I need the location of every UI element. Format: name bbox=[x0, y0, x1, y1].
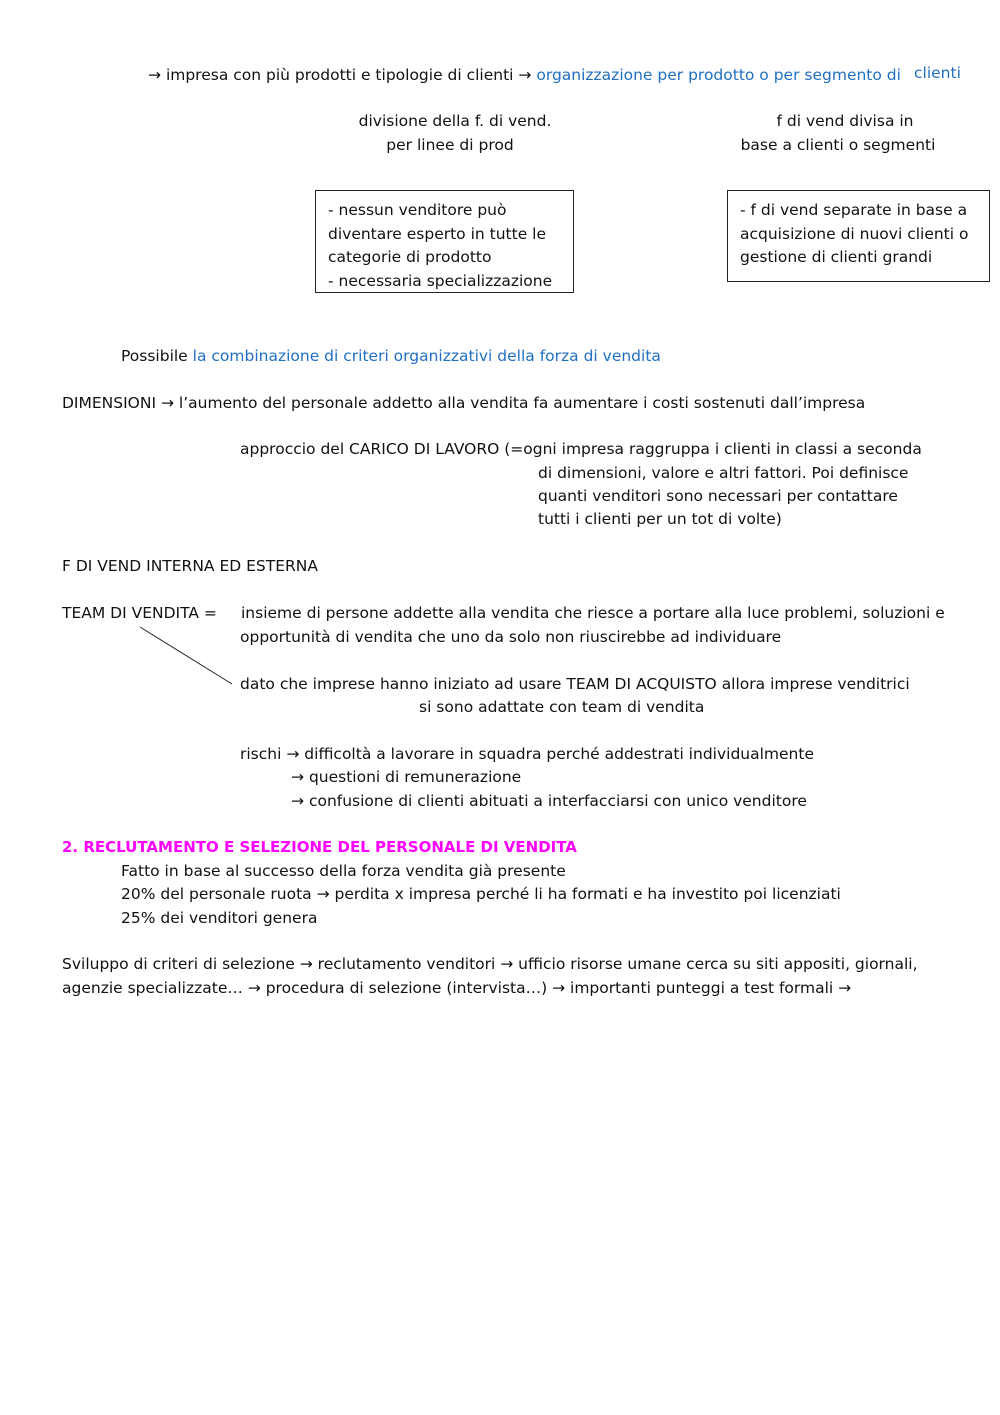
intro-highlight: organizzazione per prodotto o per segmento di bbox=[536, 66, 901, 84]
team-label: TEAM DI VENDITA = bbox=[62, 604, 217, 622]
team-line2: opportunità di vendita che uno da solo non riuscirebbe ad individuare bbox=[240, 628, 782, 646]
rischi-line2 bbox=[291, 767, 521, 787]
carico-line2: di dimensioni, valore e altri fattori. Poi definisce bbox=[538, 464, 909, 482]
sviluppo-line1: Sviluppo di criteri di selezione → reclutamento venditori → ufficio risorse umane cerca su siti appositi, giornali, bbox=[62, 955, 918, 973]
f-vend-line: F DI VEND INTERNA ED ESTERNA bbox=[62, 557, 318, 575]
team-dato1: dato che imprese hanno iniziato ad usare TEAM DI ACQUISTO allora imprese venditrici bbox=[240, 675, 910, 693]
right-note-line: acquisizione di nuovi clienti o bbox=[740, 224, 969, 243]
arrow-icon: → bbox=[291, 768, 304, 786]
left-col-line2: per linee di prod bbox=[386, 136, 514, 154]
left-col-line1: divisione della f. di vend. bbox=[358, 112, 552, 130]
carico-line3: quanti venditori sono necessari per contattare bbox=[538, 487, 898, 505]
sviluppo-line2: agenzie specializzate… → procedura di selezione (intervista…) → importanti punteggi a test formali → bbox=[62, 979, 852, 997]
intro-highlight-end: clienti bbox=[914, 64, 961, 82]
left-note-line: diventare esperto in tutte le bbox=[328, 224, 547, 243]
rischi-item: confusione di clienti abituati a interfacciarsi con unico venditore bbox=[308, 792, 807, 810]
team-line1: insieme di persone addette alla vendita che riesce a portare alla luce problemi, soluzioni e bbox=[241, 604, 945, 622]
rischi-item: difficoltà a lavorare in squadra perché addestrati individualmente bbox=[304, 745, 814, 763]
right-note-line: gestione di clienti grandi bbox=[740, 248, 933, 266]
carico-line1: approccio del CARICO DI LAVORO (=ogni impresa raggruppa i clienti in classi a seconda bbox=[240, 440, 922, 458]
arrow-icon: → bbox=[291, 792, 304, 810]
arrow-icon: → bbox=[286, 745, 300, 763]
intro-text: impresa con più prodotti e tipologie di clienti bbox=[165, 66, 514, 84]
left-note-line: - nessun venditore può bbox=[328, 201, 507, 219]
left-note-line: - necessaria specializzazione bbox=[328, 271, 553, 290]
arrow-icon: → bbox=[518, 66, 532, 84]
rischi-label: rischi bbox=[240, 745, 282, 763]
possibile-highlight: la combinazione di criteri organizzativi della forza di vendita bbox=[192, 347, 661, 365]
team-dato2: si sono adattate con team di vendita bbox=[419, 698, 705, 716]
arrow-icon: → bbox=[148, 66, 161, 84]
rischi-line3 bbox=[291, 791, 807, 811]
carico-line4: tutti i clienti per un tot di volte) bbox=[538, 510, 782, 528]
right-col-line1: f di vend divisa in bbox=[776, 112, 914, 130]
rischi-line1 bbox=[240, 744, 814, 764]
dimensioni-text: l’aumento del personale addetto alla vendita fa aumentare i costi sostenuti dall’impresa bbox=[178, 394, 866, 412]
possibile-prefix: Possibile bbox=[121, 347, 188, 365]
arrow-icon: → bbox=[160, 394, 174, 412]
section2-line2: 20% del personale ruota → perdita x impresa perché li ha formati e ha investito poi licenziati bbox=[121, 885, 841, 903]
section2-line1: Fatto in base al successo della forza vendita già presente bbox=[121, 862, 566, 880]
section2-line3: 25% dei venditori genera bbox=[121, 909, 318, 927]
section-heading: 2. RECLUTAMENTO E SELEZIONE DEL PERSONALE DI VENDITA bbox=[62, 838, 577, 856]
right-col-line2: base a clienti o segmenti bbox=[740, 136, 936, 154]
right-note-line: - f di vend separate in base a bbox=[740, 201, 968, 219]
dimensioni-label: DIMENSIONI bbox=[62, 394, 157, 412]
left-note-line: categorie di prodotto bbox=[328, 248, 492, 266]
rischi-item: questioni di remunerazione bbox=[308, 768, 522, 786]
